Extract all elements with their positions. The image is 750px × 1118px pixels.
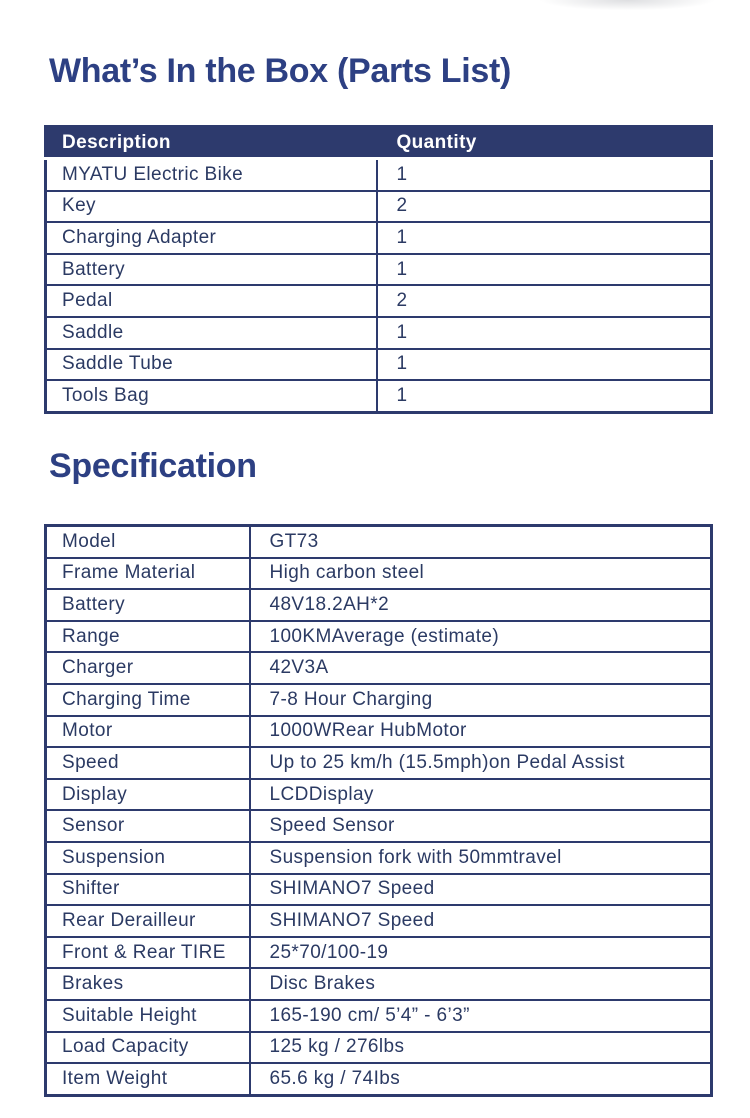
table-cell: 1000WRear HubMotor — [250, 716, 712, 748]
spec-table-body — [46, 526, 712, 1096]
parts-table-body — [46, 159, 712, 413]
table-row — [46, 1000, 712, 1032]
table-cell: Range — [46, 621, 250, 653]
table-row — [46, 589, 712, 621]
table-cell: Charging Adapter — [46, 222, 377, 254]
table-cell: Battery — [46, 589, 250, 621]
table-row — [46, 1063, 712, 1095]
table-cell: Motor — [46, 716, 250, 748]
photo-edge-artifact — [530, 0, 725, 14]
table-row — [46, 810, 712, 842]
table-row — [46, 842, 712, 874]
table-row — [46, 747, 712, 779]
table-cell: Sensor — [46, 810, 250, 842]
table-cell: GT73 — [250, 526, 712, 558]
table-cell: LCDDisplay — [250, 779, 712, 811]
table-cell: Shifter — [46, 874, 250, 906]
table-row — [46, 558, 712, 590]
table-cell: 2 — [377, 285, 712, 317]
table-row — [46, 779, 712, 811]
table-row — [46, 874, 712, 906]
table-cell: 65.6 kg / 74Ibs — [250, 1063, 712, 1095]
table-cell: Charging Time — [46, 684, 250, 716]
table-cell: Speed Sensor — [250, 810, 712, 842]
table-cell: 1 — [377, 317, 712, 349]
table-cell: Suitable Height — [46, 1000, 250, 1032]
table-cell: Brakes — [46, 968, 250, 1000]
table-cell: Load Capacity — [46, 1032, 250, 1064]
table-cell: 25*70/100-19 — [250, 937, 712, 969]
table-cell: MYATU Electric Bike — [46, 159, 377, 191]
specification-heading: Specification — [49, 447, 257, 485]
table-cell: 1 — [377, 159, 712, 191]
table-row — [46, 222, 712, 254]
table-cell: 165-190 cm/ 5’4” - 6’3” — [250, 1000, 712, 1032]
table-cell: 100KMAverage (estimate) — [250, 621, 712, 653]
table-cell: 7-8 Hour Charging — [250, 684, 712, 716]
table-cell: SHIMANO7 Speed — [250, 874, 712, 906]
table-cell: 42V3A — [250, 652, 712, 684]
table-cell: Charger — [46, 652, 250, 684]
table-cell: SHIMANO7 Speed — [250, 905, 712, 937]
parts-list-heading: What’s In the Box (Parts List) — [49, 52, 512, 90]
table-row — [46, 380, 712, 412]
table-cell: 1 — [377, 349, 712, 381]
table-row — [46, 937, 712, 969]
table-cell: Model — [46, 526, 250, 558]
table-cell: 1 — [377, 222, 712, 254]
table-cell: 1 — [377, 254, 712, 286]
table-cell: Saddle — [46, 317, 377, 349]
table-cell: Key — [46, 191, 377, 223]
table-row — [46, 684, 712, 716]
table-row — [46, 159, 712, 191]
table-cell: Display — [46, 779, 250, 811]
table-cell: Battery — [46, 254, 377, 286]
column-header-description: Description — [46, 127, 377, 159]
table-row — [46, 1032, 712, 1064]
parts-table — [44, 125, 713, 414]
table-header-row — [46, 127, 712, 159]
table-row — [46, 526, 712, 558]
table-row — [46, 191, 712, 223]
table-cell: Item Weight — [46, 1063, 250, 1095]
table-cell: Suspension fork with 50mmtravel — [250, 842, 712, 874]
table-cell: Front & Rear TIRE — [46, 937, 250, 969]
column-header-quantity: Quantity — [377, 127, 712, 159]
table-cell: Tools Bag — [46, 380, 377, 412]
table-cell: Frame Material — [46, 558, 250, 590]
table-cell: Up to 25 km/h (15.5mph)on Pedal Assist — [250, 747, 712, 779]
table-row — [46, 716, 712, 748]
spec-table — [44, 524, 713, 1097]
table-cell: 125 kg / 276lbs — [250, 1032, 712, 1064]
table-cell: Disc Brakes — [250, 968, 712, 1000]
table-row — [46, 652, 712, 684]
table-cell: 2 — [377, 191, 712, 223]
table-cell: Speed — [46, 747, 250, 779]
table-row — [46, 254, 712, 286]
parts-table-header — [46, 127, 712, 159]
table-row — [46, 968, 712, 1000]
table-cell: Suspension — [46, 842, 250, 874]
table-row — [46, 317, 712, 349]
table-cell: Pedal — [46, 285, 377, 317]
table-row — [46, 285, 712, 317]
table-cell: Saddle Tube — [46, 349, 377, 381]
table-cell: Rear Derailleur — [46, 905, 250, 937]
table-row — [46, 349, 712, 381]
table-cell: 48V18.2AH*2 — [250, 589, 712, 621]
table-cell: 1 — [377, 380, 712, 412]
table-cell: High carbon steel — [250, 558, 712, 590]
table-row — [46, 905, 712, 937]
table-row — [46, 621, 712, 653]
